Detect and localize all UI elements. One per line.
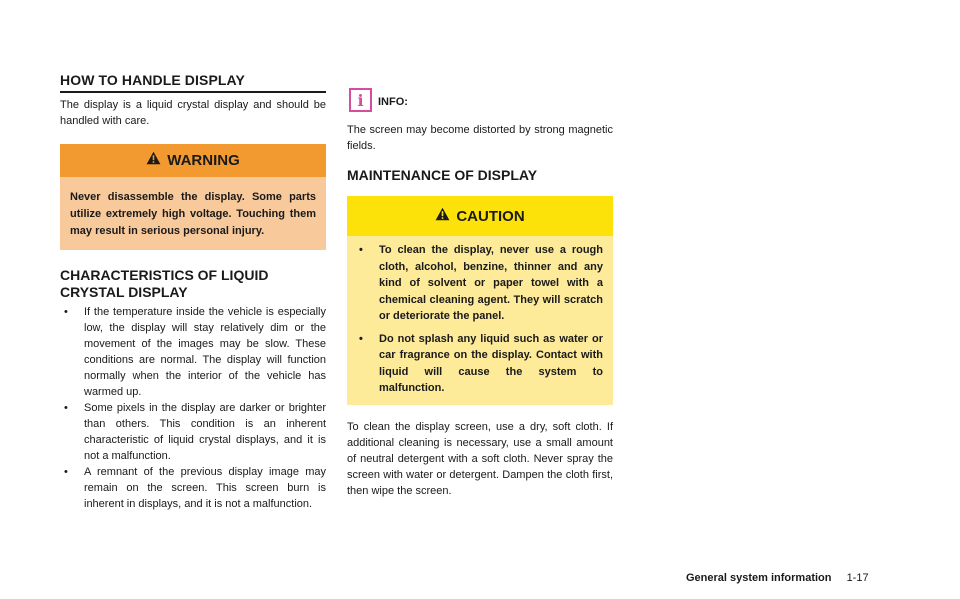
list-item: • If the temperature inside the vehicle is especially low, the display will stay relatively dim or the movement of the images may be slow. These conditions are normal. The display will function normally when the interior of the vehicle has warmed up. (64, 306, 326, 398)
info-text: The screen may become distorted by strong magnetic fields. (347, 124, 613, 152)
info-header (347, 88, 613, 118)
list-item: • A remnant of the previous display image may remain on the screen. This screen burn is inherent in displays, and it is not a malfunction. (64, 466, 326, 510)
caution-box (347, 196, 613, 405)
caution-list (355, 242, 603, 397)
handle-display-intro: The display is a liquid crystal display and should be handled with care. (60, 99, 326, 127)
left-column (60, 72, 326, 512)
info-icon: i (349, 88, 372, 112)
list-item: • To clean the display, never use a rough cloth, alcohol, benzine, thinner and any kind of solvent or paper towel with a chemical cleaning agent. They will scratch or deteriorate the panel. (359, 244, 603, 322)
page-footer (686, 572, 869, 584)
section-title-maintenance: MAINTENANCE OF DISPLAY (347, 167, 538, 183)
info-label: INFO: (378, 96, 408, 108)
footer-section: General system information (686, 572, 832, 584)
right-column (347, 88, 613, 499)
section-title-handle-display: HOW TO HANDLE DISPLAY (60, 72, 326, 93)
list-item: • Do not splash any liquid such as water or car fragrance on the display. Contact with liquid will cause the system to malfunction. (359, 332, 603, 394)
warning-text: Never disassemble the display. Some parts utilize extremely high voltage. Touching them may result in serious personal injury. (70, 191, 316, 237)
maintenance-text: To clean the display screen, use a dry, soft cloth. If additional cleaning is necessary, use a small amount of neutral detergent with a soft cloth. Never spray the screen with water or detergent. Dampen the cloth first, then wipe the screen. (347, 420, 613, 497)
warning-triangle-icon (435, 207, 450, 226)
caution-header (347, 196, 613, 236)
warning-body (60, 177, 326, 250)
lcd-characteristics-list (60, 304, 326, 512)
page-number: 1-17 (846, 572, 869, 584)
section-title-lcd-characteristics: CHARACTERISTICS OF LIQUID CRYSTAL DISPLAY (60, 267, 269, 300)
warning-box (60, 144, 326, 250)
caution-title: CAUTION (456, 207, 525, 225)
list-item: • Some pixels in the display are darker or brighter than others. This condition is an inherent characteristic of liquid crystal displays, and it is not a malfunction. (64, 402, 326, 462)
caution-body (347, 236, 613, 405)
warning-title: WARNING (167, 152, 240, 169)
warning-header (60, 144, 326, 177)
warning-triangle-icon (146, 151, 161, 170)
